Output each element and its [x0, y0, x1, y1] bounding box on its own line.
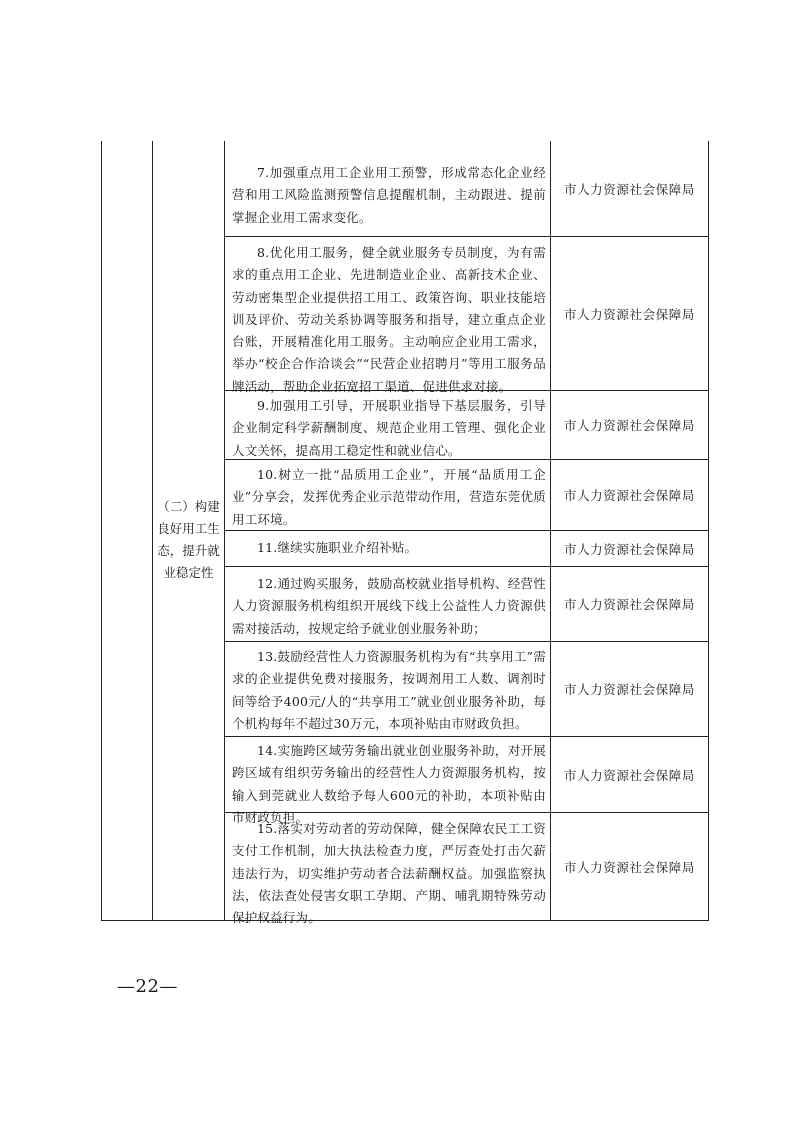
measure-item: 8.优化用工服务，健全就业服务专员制度，为有需求的重点用工企业、先进制造业企业、高新技术企业、劳动密集型企业提供招工用工、政策咨询、职业技能培训及评价、劳动关系协调等服务和指导，建立重点企业台账，开展精准化用工服务。主动响应企业用工需求，举办“校企合作洽谈会”“民营企业招聘月”等用工服务品牌活动，帮助企业拓宽招工渠道、促进供求对接。 — [232, 245, 546, 394]
responsible-dept: 市人力资源社会保障局 — [563, 597, 695, 612]
responsible-dept: 市人力资源社会保障局 — [563, 181, 695, 197]
measure-item: 12.通过购买服务，鼓励高校就业指导机构、经营性人力资源服务机构组织开展线下线上公益性人力资源供需对接活动，按规定给予就业创业服务补助； — [232, 576, 546, 636]
measure-item: 9.加强用工引导，开展职业指导下基层服务，引导企业制定科学薪酬制度、规范企业用工管理、强化企业人文关怀，提高用工稳定性和就业信心。 — [232, 398, 546, 458]
measure-item: 11.继续实施职业介绍补贴。 — [257, 540, 418, 555]
measure-item: 10.树立一批“品质用工企业”，开展“品质用工企业”分享会，发挥优秀企业示范带动作用，营造东莞优质用工环境。 — [232, 467, 546, 527]
responsible-dept: 市人力资源社会保障局 — [563, 859, 695, 875]
page-number: —22— — [117, 976, 178, 997]
table-border — [101, 141, 102, 921]
table-border — [708, 141, 709, 921]
responsible-dept: 市人力资源社会保障局 — [563, 682, 695, 697]
measure-item: 14.实施跨区域劳务输出就业创业服务补助，对开展跨区域有组织劳务输出的经营性人力资源服务机构，按输入到莞就业人数给予每人600元的补助，本项补贴由市财政负担。 — [232, 743, 546, 825]
responsible-dept: 市人力资源社会保障局 — [563, 541, 695, 557]
measure-item: 7.加强重点用工企业用工预警，形成常态化企业经营和用工风险监测预警信息提醒机制，主动跟进、提前掌握企业用工需求变化。 — [232, 165, 546, 225]
category-cell: （二）构建良好用工生态，提升就业稳定性 — [157, 499, 220, 580]
measure-item: 15.落实对劳动者的劳动保障，健全保障农民工工资支付工作机制，加大执法检查力度，严厉查处打击欠薪违法行为，切实维护劳动者合法薪酬权益。加强监察执法，依法查处侵害女职工孕期、产期、哺乳期特殊劳动保护权益行为。 — [232, 821, 546, 926]
responsible-dept: 市人力资源社会保障局 — [563, 418, 695, 433]
responsible-dept: 市人力资源社会保障局 — [563, 767, 695, 783]
responsible-dept: 市人力资源社会保障局 — [563, 306, 695, 322]
measure-item: 13.鼓励经营性人力资源服务机构为有“共享用工”需求的企业提供免费对接服务，按调剂用工人数、调剂时间等给予400元/人的“共享用工”就业创业服务补助，每个机构每年不超过30万元，本项补贴由市财政负担。 — [232, 649, 546, 731]
responsible-dept: 市人力资源社会保障局 — [563, 488, 695, 503]
